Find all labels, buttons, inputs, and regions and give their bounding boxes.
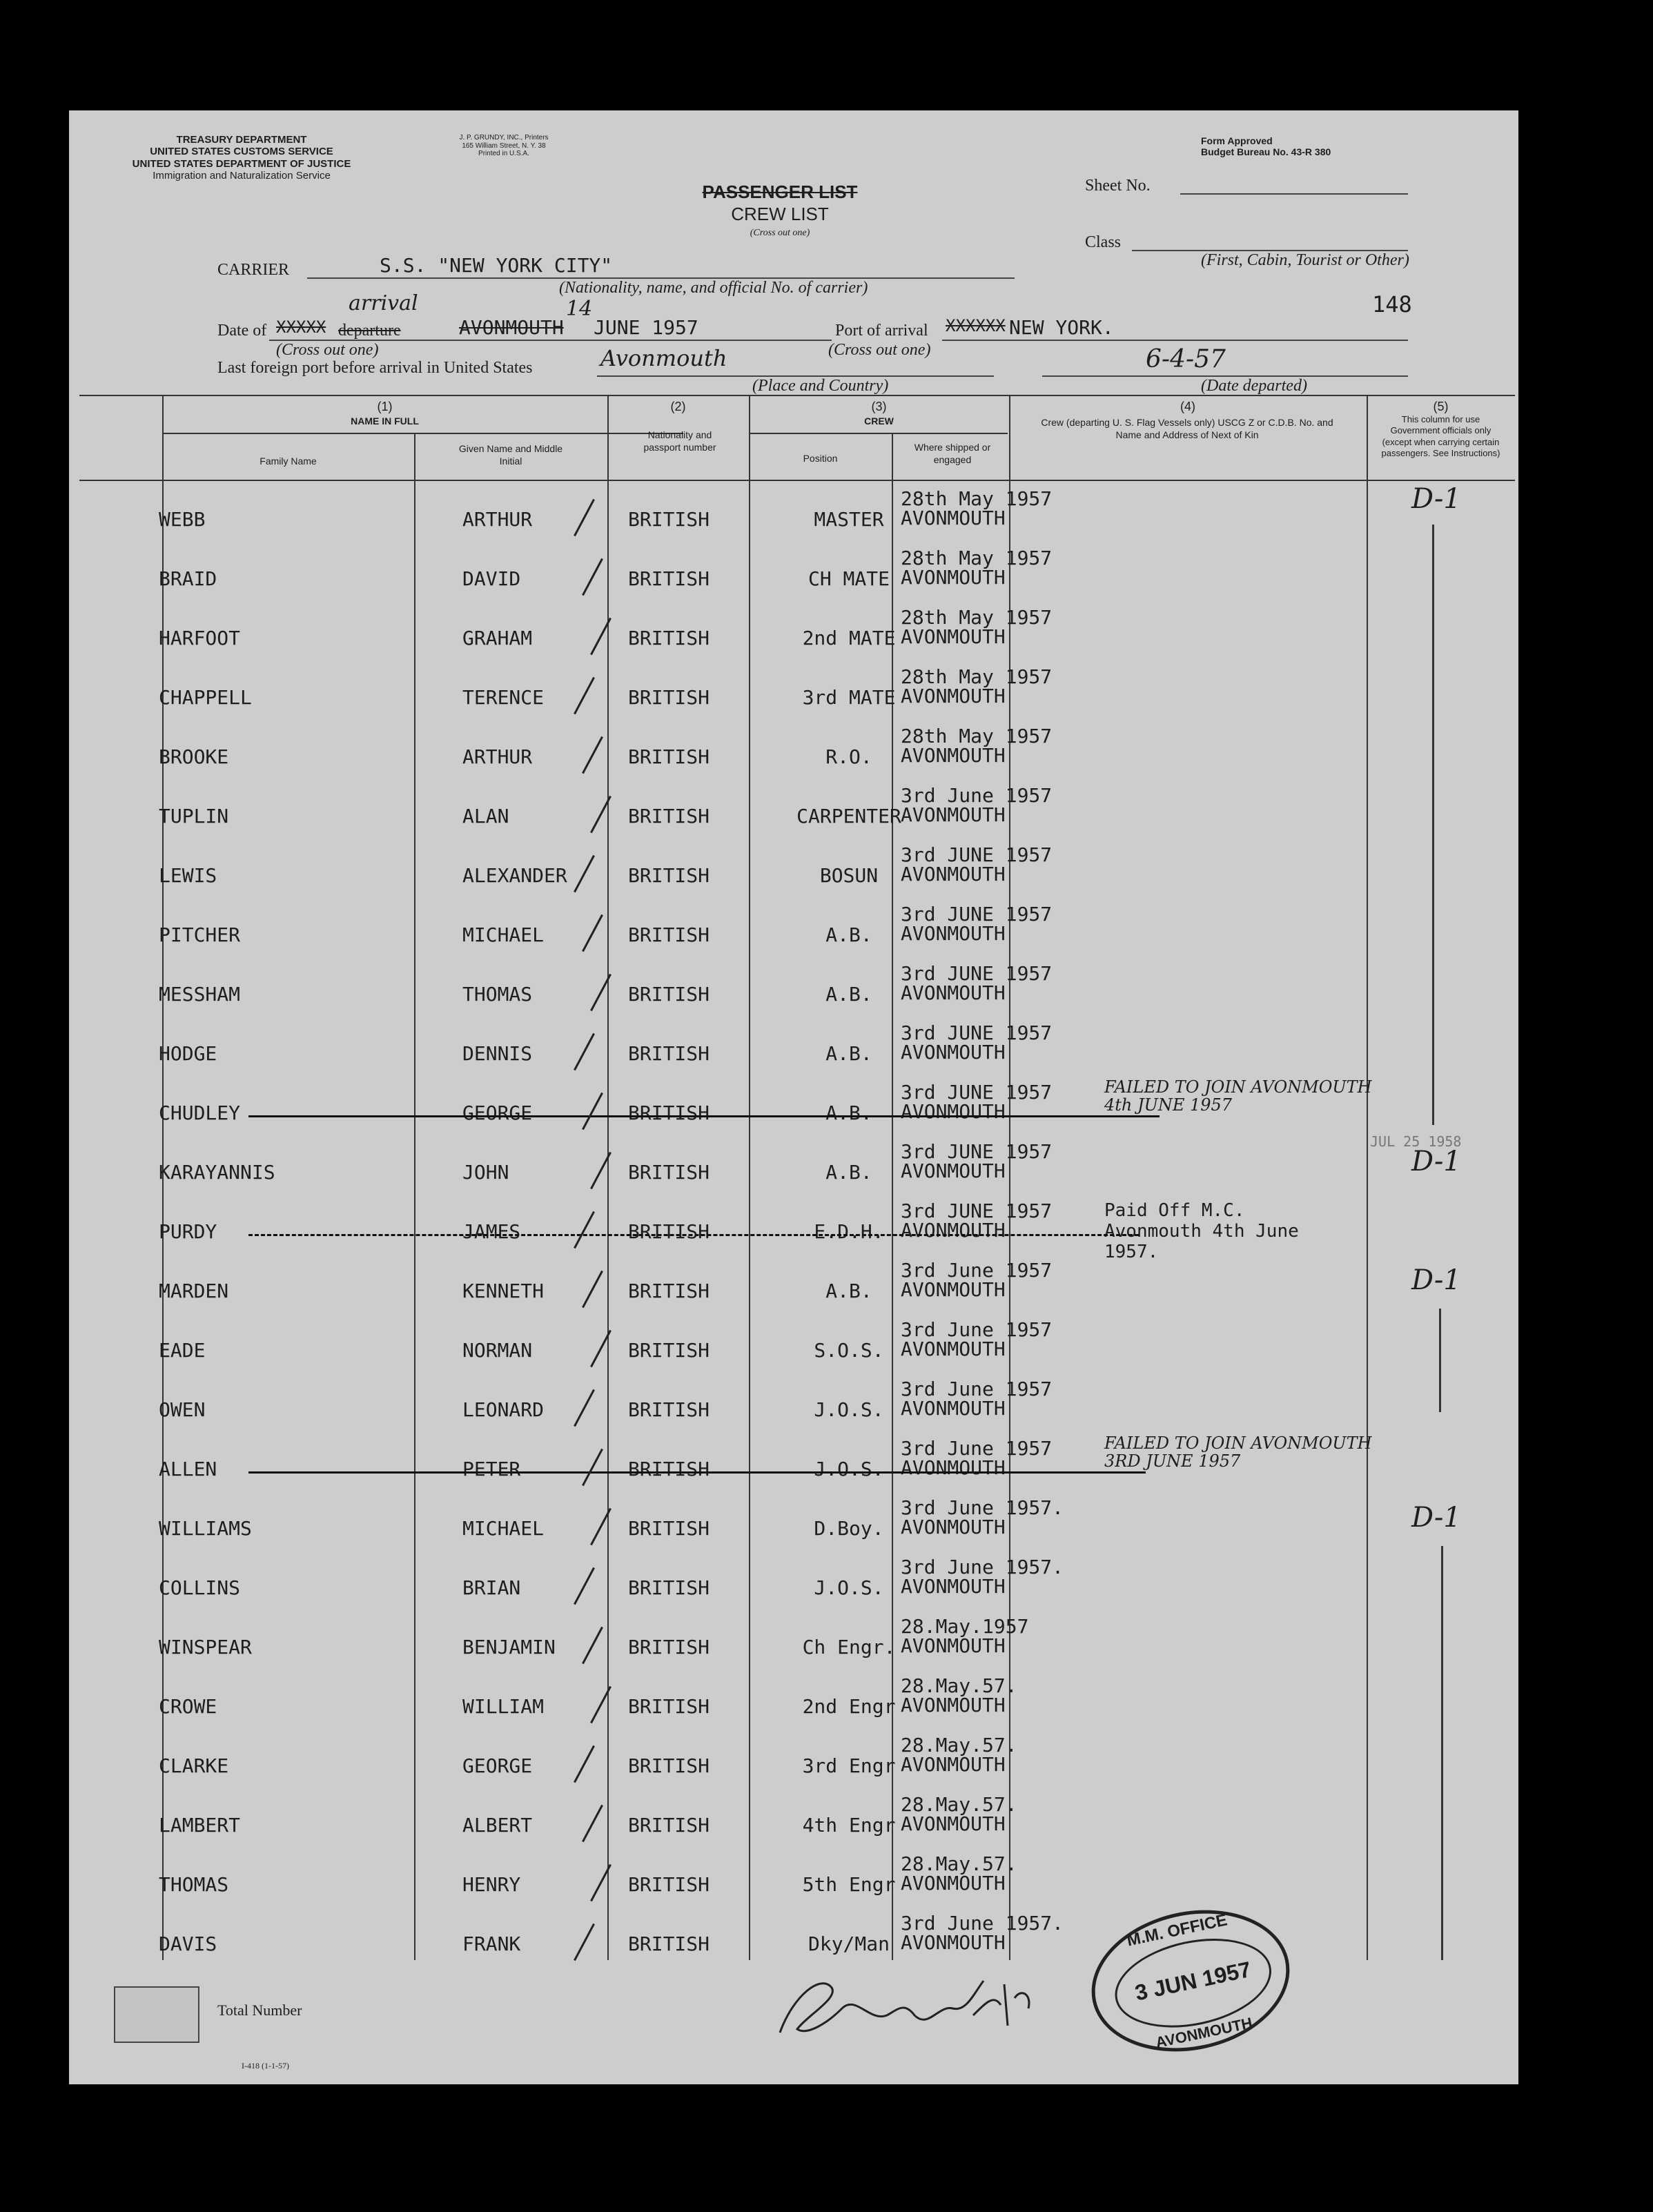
- page-title: CREW LIST: [731, 204, 829, 224]
- table-row: [69, 661, 1518, 721]
- last-port-label: Last foreign port before arrival in United States: [217, 359, 533, 377]
- position: A.B.: [825, 1280, 872, 1302]
- shipped-place: AVONMOUTH: [901, 1516, 1006, 1538]
- family-name: PITCHER: [159, 923, 241, 946]
- table-row: [69, 1552, 1518, 1611]
- given-name: WILLIAM: [462, 1695, 545, 1718]
- family-name: BROOKE: [159, 745, 229, 768]
- nationality: BRITISH: [628, 508, 710, 531]
- nationality: BRITISH: [628, 983, 710, 1006]
- col4-title: Crew (departing U. S. Flag Vessels only) USCG Z or C.D.B. No. and Name and Address of Next of Kin: [1041, 417, 1333, 440]
- carrier-value: S.S. "NEW YORK CITY": [380, 254, 613, 277]
- shipped-date: 3rd JUNE 1957: [901, 903, 1053, 926]
- position: 4th Engr: [802, 1814, 896, 1837]
- position: 2nd Engr: [802, 1695, 896, 1718]
- signature: [766, 1967, 1056, 2050]
- shipped-date: 28th May 1957: [901, 606, 1053, 629]
- table-row: [69, 1730, 1518, 1789]
- given-name: JOHN: [462, 1161, 509, 1184]
- nationality: BRITISH: [628, 1339, 710, 1362]
- title-hint: (Cross out one): [750, 228, 810, 238]
- shipped-date: 28.May.57.: [901, 1674, 1017, 1697]
- shipped-date: 3rd JUNE 1957: [901, 843, 1053, 866]
- family-name: CHUDLEY: [159, 1102, 241, 1124]
- position: A.B.: [825, 923, 872, 946]
- family-name: WINSPEAR: [159, 1636, 252, 1658]
- table-row: [69, 1136, 1518, 1195]
- date-struck-1: XXXXX: [276, 317, 326, 337]
- printer-block: [428, 134, 580, 158]
- table-row: [69, 1670, 1518, 1730]
- position: CARPENTER: [796, 805, 901, 828]
- given-name: MICHAEL: [462, 923, 545, 946]
- shipped-place: AVONMOUTH: [901, 1931, 1006, 1954]
- shipped-place: AVONMOUTH: [901, 1694, 1006, 1716]
- family-name: COLLINS: [159, 1576, 241, 1599]
- position: J.O.S.: [814, 1576, 884, 1599]
- shipped-place: AVONMOUTH: [901, 922, 1006, 945]
- given-name: FRANK: [462, 1932, 521, 1955]
- shipped-place: AVONMOUTH: [901, 1100, 1006, 1123]
- position: D.Boy.: [814, 1517, 884, 1540]
- shipped-place: AVONMOUTH: [901, 1159, 1006, 1182]
- date-label: Date of: [217, 322, 267, 340]
- given-name: GEORGE: [462, 1754, 533, 1777]
- position: R.O.: [825, 745, 872, 768]
- class-label: Class: [1085, 233, 1122, 251]
- given-name: GEORGE: [462, 1102, 533, 1124]
- col4-number: (4): [1180, 400, 1195, 413]
- family-name: KARAYANNIS: [159, 1161, 275, 1184]
- given-name: THOMAS: [462, 983, 533, 1006]
- col5-title: This column for use Government officials only (except when carrying certain passengers. See Instructions): [1381, 414, 1500, 458]
- nationality: BRITISH: [628, 1398, 710, 1421]
- table-row: [69, 1789, 1518, 1848]
- agency-line: TREASURY DEPARTMENT: [176, 134, 307, 146]
- shipped-place: AVONMOUTH: [901, 1575, 1006, 1598]
- shipped-date: 28th May 1957: [901, 547, 1053, 569]
- printer-line: J. P. GRUNDY, INC., Printers: [459, 134, 549, 141]
- position: A.B.: [825, 1042, 872, 1065]
- total-number-box: [114, 1986, 199, 2043]
- agency-line: UNITED STATES DEPARTMENT OF JUSTICE: [132, 157, 351, 170]
- given-name: DENNIS: [462, 1042, 533, 1065]
- official-mark: D-1: [1411, 1502, 1461, 1534]
- form-id: I-418 (1-1-57): [242, 2061, 289, 2071]
- table-row: [69, 1195, 1518, 1262]
- last-port-hint: (Place and Country): [752, 377, 889, 395]
- family-name: CROWE: [159, 1695, 217, 1718]
- shipped-date: 3rd June 1957.: [901, 1556, 1064, 1578]
- shipped-date: 3rd June 1957: [901, 1378, 1053, 1400]
- nationality: BRITISH: [628, 686, 710, 709]
- table-row: [69, 602, 1518, 661]
- family-name: WILLIAMS: [159, 1517, 252, 1540]
- family-name: WEBB: [159, 508, 206, 531]
- family-name: HARFOOT: [159, 627, 241, 649]
- date-struck-2: departure: [338, 322, 401, 340]
- col1-title: NAME IN FULL: [351, 415, 419, 427]
- shipped-date: 3rd June 1957: [901, 1259, 1053, 1282]
- official-bracket: [1439, 1309, 1441, 1412]
- given-name: JAMES: [462, 1220, 521, 1243]
- nationality: BRITISH: [628, 567, 710, 590]
- given-name: TERENCE: [462, 686, 545, 709]
- nationality: BRITISH: [628, 1932, 710, 1955]
- shipped-date: 3rd June 1957: [901, 784, 1053, 807]
- carrier-hint: (Nationality, name, and official No. of carrier): [559, 279, 868, 297]
- shipped-place: AVONMOUTH: [901, 507, 1006, 529]
- given-name: ALBERT: [462, 1814, 533, 1837]
- table-row: [69, 483, 1518, 542]
- family-name: MARDEN: [159, 1280, 229, 1302]
- official-mark: D-1: [1411, 483, 1461, 515]
- official-mark: D-1: [1411, 1146, 1461, 1177]
- given-name: KENNETH: [462, 1280, 545, 1302]
- col-position: Position: [803, 453, 838, 464]
- given-name: NORMAN: [462, 1339, 533, 1362]
- shipped-date: 3rd June 1957: [901, 1318, 1053, 1341]
- table-row: [69, 839, 1518, 899]
- printer-line: Printed in U.S.A.: [478, 150, 529, 157]
- position: S.O.S.: [814, 1339, 884, 1362]
- date-hint: (Cross out one): [276, 341, 379, 359]
- col3-number: (3): [871, 400, 887, 413]
- shipped-place: AVONMOUTH: [901, 1041, 1006, 1064]
- position: 2nd MATE: [802, 627, 896, 649]
- table-row: [69, 1848, 1518, 1908]
- position: Ch Engr.: [802, 1636, 896, 1658]
- family-name: TUPLIN: [159, 805, 229, 828]
- shipped-date: 3rd JUNE 1957: [901, 962, 1053, 985]
- shipped-date: 3rd JUNE 1957: [901, 1021, 1053, 1044]
- shipped-place: AVONMOUTH: [901, 566, 1006, 589]
- family-name: LAMBERT: [159, 1814, 241, 1837]
- table-row: [69, 899, 1518, 958]
- family-name: ALLEN: [159, 1458, 217, 1480]
- table-row: [69, 1492, 1518, 1552]
- date-departed-hint: (Date departed): [1201, 377, 1307, 395]
- family-name: EADE: [159, 1339, 206, 1362]
- nationality: BRITISH: [628, 1458, 710, 1480]
- family-name: MESSHAM: [159, 983, 241, 1006]
- col-family-name: Family Name: [260, 456, 317, 467]
- position: E.D.H.: [814, 1220, 884, 1243]
- last-port-value: Avonmouth: [600, 345, 727, 371]
- total-number-label: Total Number: [217, 2001, 302, 2019]
- nationality: BRITISH: [628, 1636, 710, 1658]
- shipped-date: 28.May.57.: [901, 1734, 1017, 1756]
- position: A.B.: [825, 1161, 872, 1184]
- position: 5th Engr: [802, 1873, 896, 1896]
- shipped-place: AVONMOUTH: [901, 803, 1006, 826]
- shipped-date: 3rd JUNE 1957: [901, 1200, 1053, 1222]
- given-name: BENJAMIN: [462, 1636, 556, 1658]
- shipped-place: AVONMOUTH: [901, 1397, 1006, 1420]
- table-row: [69, 542, 1518, 602]
- shipped-date: 3rd JUNE 1957: [901, 1140, 1053, 1163]
- failed-to-join-note: FAILED TO JOIN AVONMOUTH 4th JUNE 1957: [1104, 1077, 1372, 1115]
- port-struck: XXXXXX: [946, 316, 1006, 335]
- nationality: BRITISH: [628, 1695, 710, 1718]
- agency-line: Immigration and Naturalization Service: [153, 169, 331, 182]
- shipped-place: AVONMOUTH: [901, 1278, 1006, 1301]
- nationality: BRITISH: [628, 745, 710, 768]
- official-mark: D-1: [1411, 1264, 1461, 1296]
- col-given-name: Given Name and Middle Initial: [458, 443, 563, 467]
- date-hand-day: 14: [566, 297, 593, 321]
- date-value: JUNE 1957: [594, 316, 698, 339]
- table-row: [69, 1611, 1518, 1670]
- shipped-place: AVONMOUTH: [901, 1456, 1006, 1479]
- position: BOSUN: [819, 864, 879, 887]
- shipped-place: AVONMOUTH: [901, 1219, 1006, 1242]
- class-hint: (First, Cabin, Tourist or Other): [1201, 251, 1409, 269]
- paid-off-note: Paid Off M.C. Avonmouth 4th June 1957.: [1104, 1200, 1299, 1262]
- agency-line: UNITED STATES CUSTOMS SERVICE: [150, 146, 333, 158]
- shipped-place: AVONMOUTH: [901, 1812, 1006, 1835]
- nationality: BRITISH: [628, 627, 710, 649]
- date-handwritten: arrival: [349, 291, 418, 315]
- col-where-shipped: Where shipped or engaged: [914, 442, 991, 465]
- date-struck-place: AVONMOUTH: [459, 316, 564, 339]
- nationality: BRITISH: [628, 1576, 710, 1599]
- given-name: ALAN: [462, 805, 509, 828]
- nationality: BRITISH: [628, 1161, 710, 1184]
- shipped-date: 28.May.57.: [901, 1852, 1017, 1875]
- stamp-top-text: M.M. OFFICE: [1125, 1910, 1229, 1950]
- shipped-place: AVONMOUTH: [901, 744, 1006, 767]
- shipped-place: AVONMOUTH: [901, 863, 1006, 885]
- given-name: HENRY: [462, 1873, 521, 1896]
- col2-title: Nationality and passport number: [643, 429, 716, 453]
- shipped-date: 28.May.1957: [901, 1615, 1029, 1638]
- title-struck: PASSENGER LIST: [702, 182, 858, 202]
- page-number: 148: [1372, 291, 1412, 317]
- nationality: BRITISH: [628, 1517, 710, 1540]
- family-name: CHAPPELL: [159, 686, 252, 709]
- table-row: [69, 958, 1518, 1017]
- position: 3rd MATE: [802, 686, 896, 709]
- position: Dky/Man: [808, 1932, 890, 1955]
- family-name: THOMAS: [159, 1873, 229, 1896]
- shipped-date: 3rd June 1957.: [901, 1496, 1064, 1519]
- given-name: ARTHUR: [462, 508, 533, 531]
- date-departed-value: 6-4-57: [1146, 345, 1226, 373]
- printer-line: 165 William Street, N. Y. 38: [462, 141, 546, 150]
- given-name: LEONARD: [462, 1398, 545, 1421]
- nationality: BRITISH: [628, 1280, 710, 1302]
- shipped-place: AVONMOUTH: [901, 981, 1006, 1004]
- shipped-date: 28th May 1957: [901, 725, 1053, 747]
- position: MASTER: [814, 508, 884, 531]
- family-name: CLARKE: [159, 1754, 229, 1777]
- col1-number: (1): [377, 400, 393, 413]
- table-row: [69, 1908, 1518, 1967]
- failed-to-join-note: FAILED TO JOIN AVONMOUTH 3RD JUNE 1957: [1104, 1433, 1372, 1471]
- faint-date-stamp: JUL 25 1958: [1370, 1133, 1462, 1150]
- form-approved: [1201, 135, 1408, 157]
- given-name: DAVID: [462, 567, 521, 590]
- table-row: [69, 1373, 1518, 1433]
- carrier-label: CARRIER: [217, 261, 290, 279]
- shipped-place: AVONMOUTH: [901, 1753, 1006, 1776]
- table-row: [69, 780, 1518, 839]
- position: 3rd Engr: [802, 1754, 896, 1777]
- strike-line: [248, 1234, 1139, 1236]
- family-name: OWEN: [159, 1398, 206, 1421]
- family-name: BRAID: [159, 567, 217, 590]
- shipped-date: 28.May.57.: [901, 1793, 1017, 1816]
- col5-number: (5): [1433, 400, 1449, 413]
- crew-list-form: [69, 110, 1518, 2084]
- position: A.B.: [825, 1102, 872, 1124]
- family-name: HODGE: [159, 1042, 217, 1065]
- official-bracket: [1432, 525, 1434, 1125]
- official-bracket: [1441, 1546, 1443, 1960]
- shipped-place: AVONMOUTH: [901, 1634, 1006, 1657]
- given-name: ALEXANDER: [462, 864, 567, 887]
- shipped-date: 3rd JUNE 1957: [901, 1081, 1053, 1104]
- shipped-date: 28th May 1957: [901, 665, 1053, 688]
- col3-title: CREW: [864, 415, 894, 427]
- form-approved-line: Budget Bureau No. 43-R 380: [1201, 146, 1331, 158]
- nationality: BRITISH: [628, 1873, 710, 1896]
- nationality: BRITISH: [628, 1220, 710, 1243]
- port-hint: (Cross out one): [828, 341, 931, 359]
- nationality: BRITISH: [628, 1754, 710, 1777]
- shipped-place: AVONMOUTH: [901, 1338, 1006, 1360]
- position: J.O.S.: [814, 1398, 884, 1421]
- given-name: BRIAN: [462, 1576, 521, 1599]
- agency-block: [97, 134, 387, 182]
- table-row: [69, 721, 1518, 780]
- table-row: [69, 1314, 1518, 1373]
- table-row: [69, 1433, 1518, 1492]
- position: J.O.S.: [814, 1458, 884, 1480]
- nationality: BRITISH: [628, 1102, 710, 1124]
- given-name: GRAHAM: [462, 627, 533, 649]
- table-row: [69, 1255, 1518, 1314]
- strike-line: [248, 1115, 1160, 1117]
- given-name: PETER: [462, 1458, 521, 1480]
- position: CH MATE: [808, 567, 890, 590]
- position: A.B.: [825, 983, 872, 1006]
- shipped-date: 3rd June 1957: [901, 1437, 1053, 1460]
- strike-line: [248, 1471, 1146, 1474]
- stamp-bottom-text: AVONMOUTH: [1154, 2014, 1254, 2052]
- table-row: [69, 1077, 1518, 1136]
- given-name: ARTHUR: [462, 745, 533, 768]
- shipped-date: 3rd June 1957.: [901, 1912, 1064, 1935]
- shipped-place: AVONMOUTH: [901, 685, 1006, 707]
- form-approved-line: Form Approved: [1201, 135, 1273, 146]
- nationality: BRITISH: [628, 923, 710, 946]
- shipped-date: 28th May 1957: [901, 487, 1053, 510]
- port-value: NEW YORK.: [1009, 316, 1114, 339]
- stamp-date: 3 JUN 1957: [1133, 1956, 1253, 2006]
- nationality: BRITISH: [628, 1814, 710, 1837]
- family-name: DAVIS: [159, 1932, 217, 1955]
- sheet-label: Sheet No.: [1085, 177, 1151, 195]
- shipped-place: AVONMOUTH: [901, 625, 1006, 648]
- nationality: BRITISH: [628, 805, 710, 828]
- nationality: BRITISH: [628, 864, 710, 887]
- family-name: LEWIS: [159, 864, 217, 887]
- port-label: Port of arrival: [835, 322, 928, 340]
- table-row: [69, 1017, 1518, 1077]
- col2-number: (2): [670, 400, 686, 413]
- family-name: PURDY: [159, 1220, 217, 1243]
- shipped-place: AVONMOUTH: [901, 1872, 1006, 1895]
- given-name: MICHAEL: [462, 1517, 545, 1540]
- nationality: BRITISH: [628, 1042, 710, 1065]
